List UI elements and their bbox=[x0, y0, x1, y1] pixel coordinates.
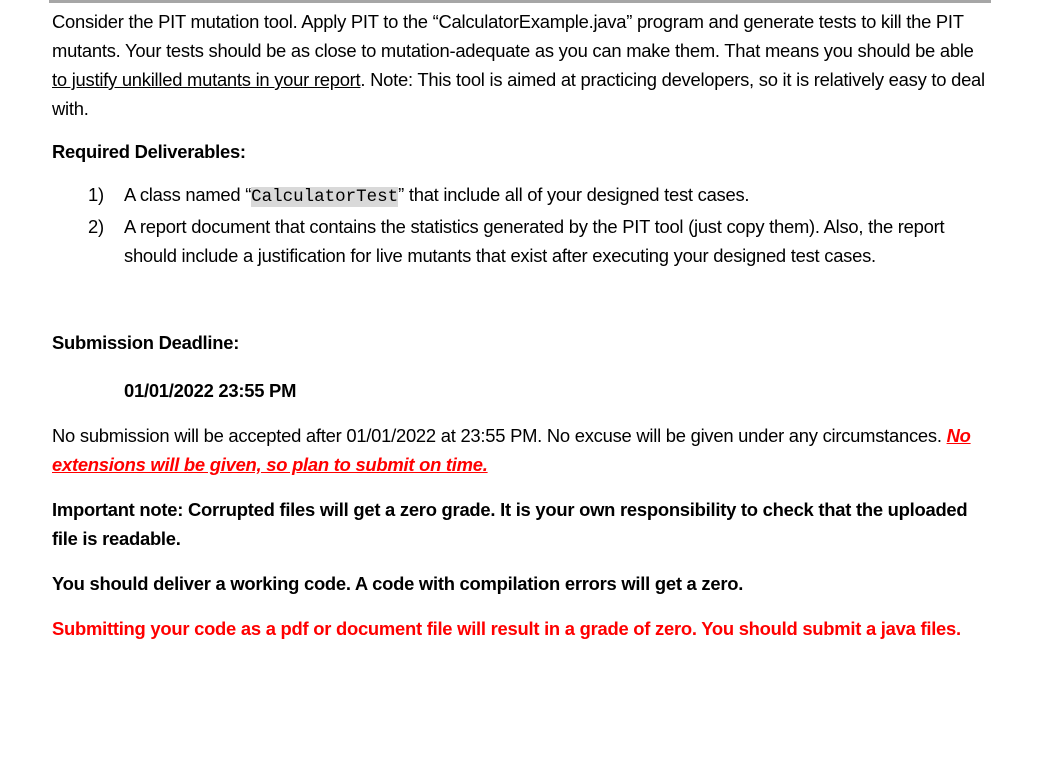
list-number: 1) bbox=[88, 184, 104, 205]
intro-text: Consider the PIT mutation tool. Apply PIT to the “CalculatorExample.java” program and generate tests to kill the PIT mutants. Your tests should be as close to mutation-adequate as you can make them. That means you should be able bbox=[52, 11, 974, 61]
deliverable-text-end: ” that include all of your designed test cases. bbox=[398, 184, 750, 205]
list-number: 2) bbox=[88, 216, 104, 237]
justify-mutants-underlined: to justify unkilled mutants in your report bbox=[52, 69, 361, 90]
working-code-note: You should deliver a working code. A code with compilation errors will get a zero. bbox=[52, 573, 744, 594]
top-divider bbox=[49, 0, 991, 3]
intro-text-end: . Note: This tool is aimed at practicing developers, so it is relatively easy to deal with. bbox=[52, 69, 985, 119]
code-class-name: CalculatorTest bbox=[251, 187, 399, 207]
deadline-heading: Submission Deadline: bbox=[52, 332, 240, 353]
document-page bbox=[52, 7, 992, 643]
deliverables-list bbox=[52, 180, 992, 270]
no-extensions-warning: No extensions will be given, so plan to submit on time. bbox=[52, 425, 971, 475]
deliverable-text: A report document that contains the statistics generated by the PIT tool (just copy them). Also, the report should include a justification for live mutants that exist after executing your designed test cases. bbox=[124, 216, 945, 266]
deliverable-item-2 bbox=[52, 212, 992, 270]
deliverable-text: A class named “ bbox=[124, 184, 252, 205]
format-warning: Submitting your code as a pdf or document file will result in a grade of zero. You should submit a java files. bbox=[52, 618, 961, 639]
deadline-notice bbox=[52, 421, 992, 479]
deadline-notice-text: No submission will be accepted after 01/01/2022 at 23:55 PM. No excuse will be given under any circumstances. bbox=[52, 425, 947, 446]
deliverable-item-1 bbox=[52, 180, 992, 212]
deliverables-heading: Required Deliverables: bbox=[52, 141, 246, 162]
important-note: Important note: Corrupted files will get a zero grade. It is your own responsibility to check that the uploaded file is readable. bbox=[52, 499, 968, 549]
deadline-date: 01/01/2022 23:55 PM bbox=[124, 380, 297, 401]
intro-paragraph bbox=[52, 7, 992, 123]
